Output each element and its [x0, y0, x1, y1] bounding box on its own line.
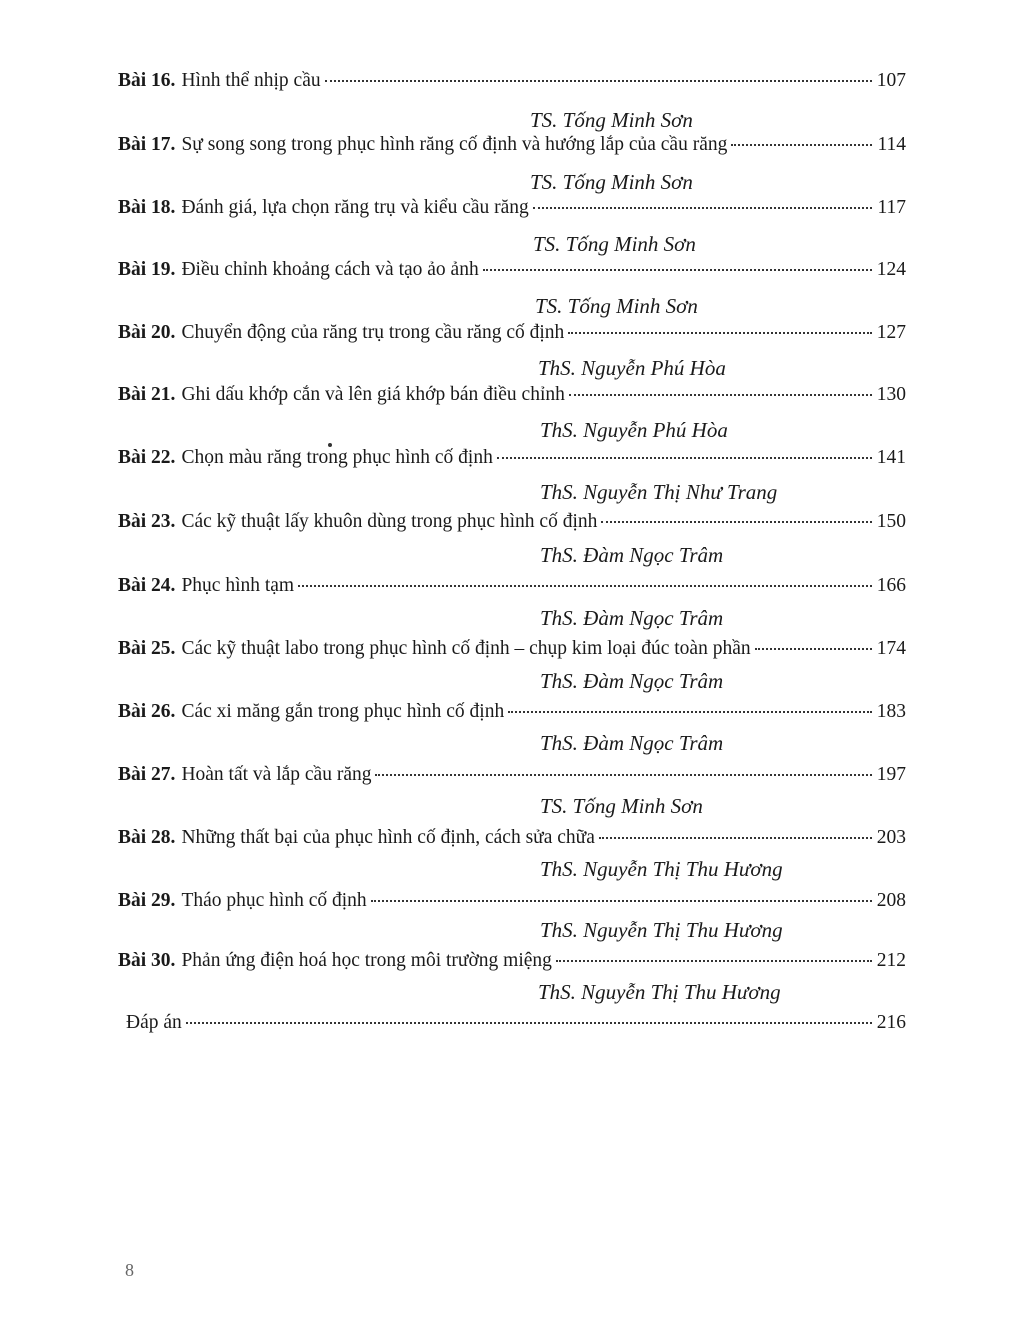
toc-entry[interactable]: [118, 322, 906, 352]
answers-title: Đáp án: [126, 1012, 182, 1033]
page-number: 107: [876, 70, 906, 91]
dot-leader: [568, 332, 872, 334]
dot-leader: [556, 960, 872, 962]
lesson-title: Hoàn tất và lắp cầu răng: [181, 764, 372, 785]
lesson-title: Điều chỉnh khoảng cách và tạo ảo ảnh: [181, 259, 479, 280]
toc-entry[interactable]: [118, 827, 906, 857]
toc-entry[interactable]: [118, 701, 906, 731]
lesson-author: ThS. Đàm Ngọc Trâm: [540, 669, 724, 693]
dot-leader: [483, 269, 872, 271]
dot-leader: [186, 1022, 872, 1024]
lesson-number: Bài 24.: [118, 575, 176, 596]
lesson-author: ThS. Đàm Ngọc Trâm: [540, 543, 724, 567]
lesson-author: ThS. Nguyễn Phú Hòa: [538, 356, 726, 380]
page-number: 197: [876, 764, 906, 785]
lesson-number: Bài 27.: [118, 764, 176, 785]
page-number: 130: [876, 384, 906, 405]
lesson-title: Chọn màu răng trong phục hình cố định: [181, 447, 493, 468]
lesson-title: Phục hình tạm: [181, 575, 295, 596]
dot-leader: [497, 457, 872, 459]
lesson-number: Bài 18.: [118, 197, 176, 218]
page-number: 212: [876, 950, 906, 971]
page-number: 124: [876, 259, 906, 280]
dot-leader: [601, 521, 872, 523]
toc-entry[interactable]: [118, 197, 906, 227]
lesson-title: Sự song song trong phục hình răng cố định và hướng lắp của cầu răng: [181, 134, 728, 155]
lesson-author: ThS. Đàm Ngọc Trâm: [540, 606, 724, 630]
lesson-number: Bài 20.: [118, 322, 176, 343]
toc-entry[interactable]: [118, 764, 906, 794]
lesson-title: Phản ứng điện hoá học trong môi trường miệng: [181, 950, 552, 971]
toc-entry[interactable]: [118, 890, 906, 920]
page-number: 183: [876, 701, 906, 722]
toc-entry[interactable]: [118, 575, 906, 605]
dot-leader: [325, 80, 872, 82]
page-number: 174: [876, 638, 906, 659]
lesson-title: Chuyển động của răng trụ trong cầu răng cố định: [181, 322, 565, 343]
lesson-number: Bài 28.: [118, 827, 176, 848]
footer-page-number: 8: [125, 1260, 134, 1280]
page-number: 114: [877, 134, 906, 155]
lesson-title: Ghi dấu khớp cắn và lên giá khớp bán điều chỉnh: [181, 384, 565, 405]
dot-leader: [298, 585, 872, 587]
lesson-author: ThS. Nguyễn Thị Thu Hương: [540, 857, 783, 881]
page-number: 127: [876, 322, 906, 343]
page-number: 216: [876, 1012, 906, 1033]
lesson-author: TS. Tống Minh Sơn: [535, 294, 698, 318]
lesson-title: Những thất bại của phục hình cố định, cách sửa chữa: [181, 827, 595, 848]
page-number: 166: [876, 575, 906, 596]
toc-entry[interactable]: [118, 447, 906, 477]
lesson-number: Bài 21.: [118, 384, 176, 405]
lesson-author: ThS. Nguyễn Thị Thu Hương: [540, 918, 783, 942]
lesson-title: Tháo phục hình cố định: [181, 890, 367, 911]
lesson-number: Bài 17.: [118, 134, 176, 155]
page-number: 150: [876, 511, 906, 532]
lesson-number: Bài 22.: [118, 447, 176, 468]
lesson-author: ThS. Đàm Ngọc Trâm: [540, 731, 724, 755]
lesson-number: Bài 19.: [118, 259, 176, 280]
lesson-number: Bài 26.: [118, 701, 176, 722]
lesson-author: ThS. Nguyễn Thị Như Trang: [540, 480, 778, 504]
page-number: 208: [876, 890, 906, 911]
toc-entry[interactable]: [118, 638, 906, 668]
dot-leader: [569, 394, 872, 396]
dot-leader: [508, 711, 872, 713]
toc-entry[interactable]: [118, 950, 906, 980]
page-number: 141: [876, 447, 906, 468]
lesson-title: Đánh giá, lựa chọn răng trụ và kiểu cầu răng: [181, 197, 529, 218]
lesson-title: Hình thể nhịp cầu: [181, 70, 321, 91]
lesson-author: TS. Tống Minh Sơn: [540, 794, 703, 818]
page-number: 117: [877, 197, 906, 218]
dot-leader: [371, 900, 872, 902]
lesson-number: Bài 29.: [118, 890, 176, 911]
dot-leader: [375, 774, 872, 776]
toc-entry-answers[interactable]: [126, 1012, 906, 1042]
page-number: 203: [876, 827, 906, 848]
lesson-number: Bài 30.: [118, 950, 176, 971]
toc-entry[interactable]: [118, 259, 906, 289]
dot-leader: [755, 648, 872, 650]
lesson-author: TS. Tống Minh Sơn: [533, 232, 696, 256]
print-speck: [328, 443, 332, 447]
dot-leader: [731, 144, 872, 146]
lesson-number: Bài 25.: [118, 638, 176, 659]
toc-entry[interactable]: [118, 134, 906, 164]
lesson-author: TS. Tống Minh Sơn: [530, 170, 693, 194]
toc-entry[interactable]: [118, 70, 906, 100]
dot-leader: [533, 207, 872, 209]
toc-entry[interactable]: [118, 384, 906, 414]
lesson-number: Bài 16.: [118, 70, 176, 91]
lesson-author: ThS. Nguyễn Thị Thu Hương: [538, 980, 781, 1004]
lesson-title: Các kỹ thuật labo trong phục hình cố định – chụp kim loại đúc toàn phần: [181, 638, 751, 659]
lesson-author: ThS. Nguyễn Phú Hòa: [540, 418, 728, 442]
lesson-number: Bài 23.: [118, 511, 176, 532]
lesson-title: Các kỹ thuật lấy khuôn dùng trong phục hình cố định: [181, 511, 598, 532]
lesson-author: TS. Tống Minh Sơn: [530, 108, 693, 132]
dot-leader: [599, 837, 872, 839]
toc-entry[interactable]: [118, 511, 906, 541]
lesson-title: Các xi măng gắn trong phục hình cố định: [181, 701, 505, 722]
